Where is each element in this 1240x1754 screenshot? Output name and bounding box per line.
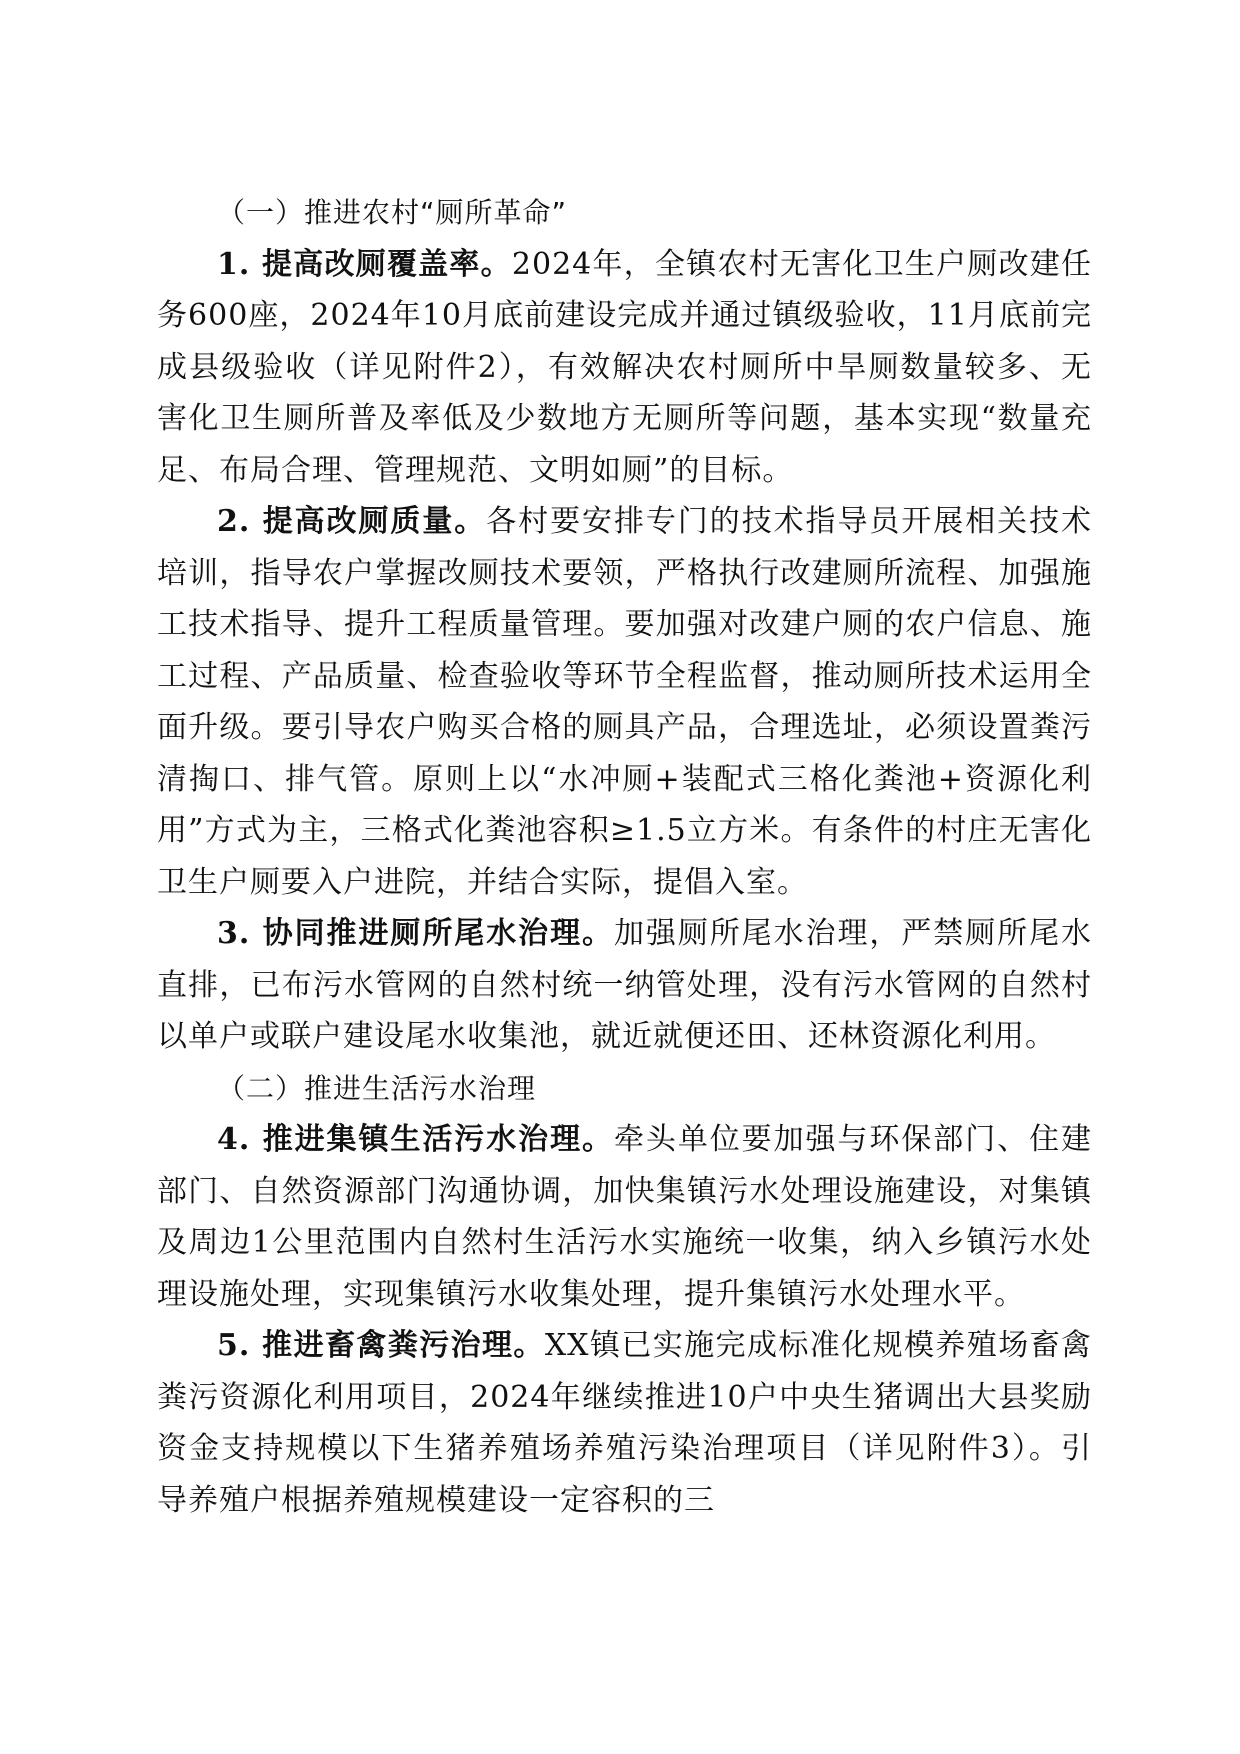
item-4-text: 牵头单位要加强与环保部门、住建部门、自然资源部门沟通协调，加快集镇污水处理设施建设，对集镇及周边1公里范围内自然村生活污水实施统一收集，纳入乡镇污水处理设施处理，实现集镇污水收集处理，提升集镇污水处理水平。 xyxy=(157,1122,1093,1312)
section-heading-sewage-treatment: （二）推进生活污水治理 xyxy=(217,1071,537,1105)
item-4-lead: 4. 推进集镇生活污水治理。 xyxy=(217,1122,614,1157)
item-5-text: XX镇已实施完成标准化规模养殖场畜禽粪污资源化利用项目，2024年继续推进10户中央生猪调出大县奖励资金支持规模以下生猪养殖场养殖污染治理项目（详见附件3）。引导养殖户根据养殖规模建设一定容积的三 xyxy=(157,1328,1092,1518)
item-2-lead: 2. 提高改厕质量。 xyxy=(217,504,487,539)
item-3-text: 加强厕所尾水治理，严禁厕所尾水直排，已布污水管网的自然村统一纳管处理，没有污水管网的自然村以单户或联户建设尾水收集池，就近就便还田、还林资源化利用。 xyxy=(157,916,1093,1054)
item-5-lead: 5. 推进畜禽粪污治理。 xyxy=(217,1328,545,1363)
item-3-lead: 3. 协同推进厕所尾水治理。 xyxy=(217,916,614,951)
paragraph-item-2 xyxy=(157,496,1092,908)
section-heading-toilet-revolution: （一）推进农村“厕所革命” xyxy=(217,196,568,229)
item-1-lead: 1. 提高改厕覆盖率。 xyxy=(217,246,512,282)
paragraph-item-3 xyxy=(157,908,1092,1063)
paragraph-item-1 xyxy=(157,239,1092,497)
document-body xyxy=(157,187,1092,1526)
paragraph-item-5 xyxy=(157,1320,1092,1526)
item-1-text: 2024年，全镇农村无害化卫生户厕改建任务600座，2024年10月底前建设完成并通过镇级验收，11月底前完成县级验收（详见附件2），有效解决农村厕所中旱厕数量较多、无害化卫生厕所普及率低及少数地方无厕所等问题，基本实现“数量充足、布局合理、管理规范、文明如厕”的目标。 xyxy=(157,246,1092,488)
paragraph-item-4 xyxy=(157,1114,1092,1320)
item-2-text: 各村要安排专门的技术指导员开展相关技术培训，指导农户掌握改厕技术要领，严格执行改建厕所流程、加强施工技术指导、提升工程质量管理。要加强对改建户厕的农户信息、施工过程、产品质量、检查验收等环节全程监督，推动厕所技术运用全面升级。要引导农户购买合格的厕具产品，合理选址，必须设置粪污清掏口、排气管。原则上以“水冲厕+装配式三格化粪池+资源化利用”方式为主，三格式化粪池容积≥1.5立方米。有条件的村庄无害化卫生户厕要入户进院，并结合实际，提倡入室。 xyxy=(157,504,1093,900)
